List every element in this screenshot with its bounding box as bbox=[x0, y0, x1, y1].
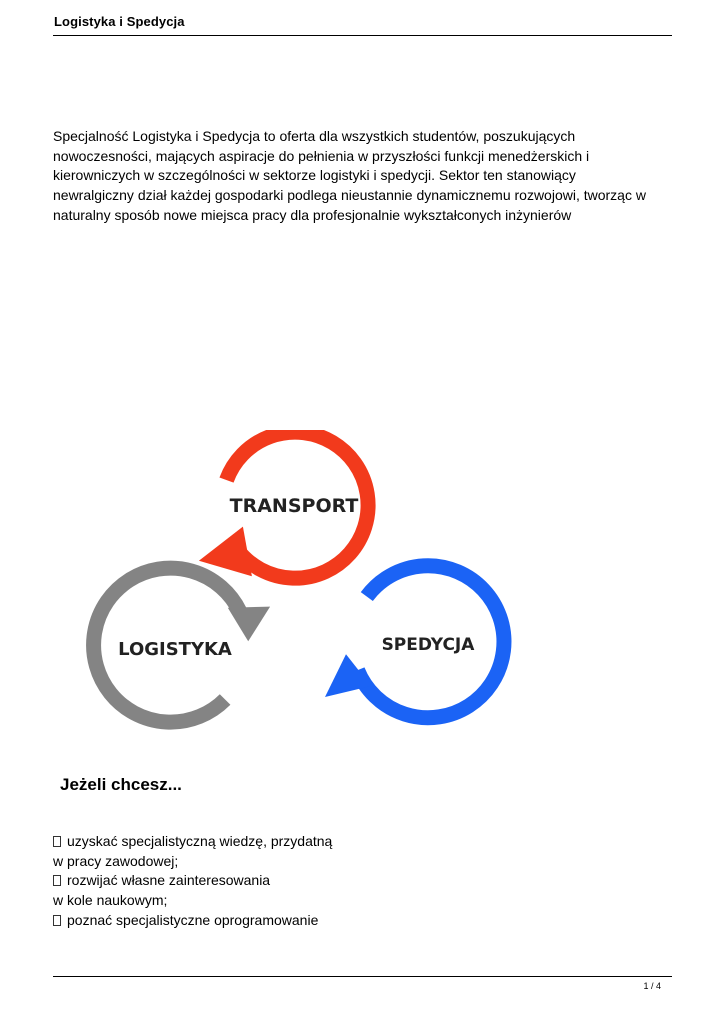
spedycja-label: SPEDYCJA bbox=[381, 635, 475, 655]
bullet-icon bbox=[53, 875, 61, 886]
benefits-list bbox=[53, 832, 613, 931]
intro-line: nowoczesności, mających aspiracje do pełnienia w przyszłości funkcji menedżerskich i bbox=[53, 147, 590, 164]
intro-paragraph bbox=[53, 127, 678, 226]
logistyka-cycle bbox=[94, 568, 271, 722]
intro-line: newralgiczny dział każdej gospodarki podlega nieustannie dynamicznemu rozwojowi, tworząc w bbox=[53, 187, 646, 204]
list-item-continuation: w pracy zawodowej; bbox=[53, 852, 179, 869]
intro-line: kierowniczych w szczególności w sektorze logistyki i spedycji. Sektor ten stanowiący bbox=[53, 167, 576, 184]
header-title: Logistyka i Spedycja bbox=[54, 14, 185, 29]
transport-arrowhead bbox=[199, 527, 252, 577]
spedycja-cycle bbox=[325, 566, 504, 718]
intro-line: Specjalność Logistyka i Spedycja to oferta dla wszystkich studentów, poszukujących bbox=[53, 128, 576, 144]
transport-cycle bbox=[199, 432, 368, 578]
intro-line: naturalny sposób nowe miejsca pracy dla profesjonalnie wykształconych inżynierów bbox=[53, 206, 572, 223]
logistyka-arrowhead bbox=[228, 607, 270, 642]
cycle-diagram bbox=[80, 430, 540, 760]
transport-label: TRANSPORT bbox=[229, 495, 359, 517]
header-divider bbox=[53, 35, 672, 36]
bullet-icon bbox=[53, 836, 61, 847]
list-item: rozwijać własne zainteresowania bbox=[53, 871, 613, 891]
page-number: 1 / 4 bbox=[643, 981, 661, 991]
list-item: poznać specjalistyczne oprogramowanie bbox=[53, 911, 613, 931]
logistyka-label: LOGISTYKA bbox=[118, 639, 232, 660]
list-item-continuation: w kole naukowym; bbox=[53, 892, 168, 909]
bullet-icon bbox=[53, 915, 61, 926]
section-heading: Jeżeli chcesz... bbox=[60, 775, 182, 794]
list-item: uzyskać specjalistyczną wiedzę, przydatną bbox=[53, 832, 613, 852]
cycle-diagram-svg bbox=[80, 430, 540, 760]
footer-divider bbox=[53, 976, 672, 977]
